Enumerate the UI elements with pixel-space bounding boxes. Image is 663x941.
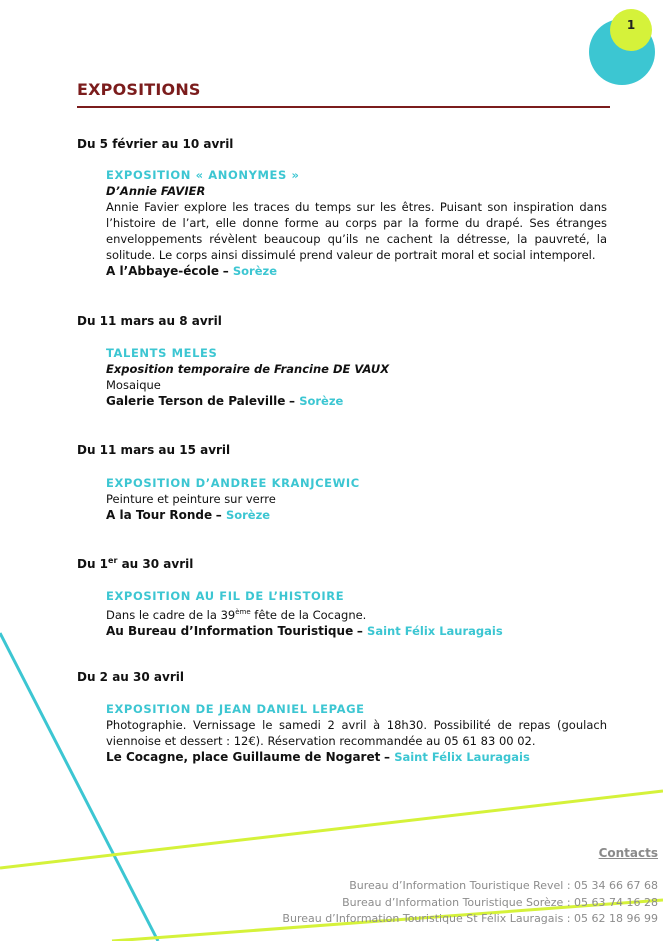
event-location-line: Au Bureau d’Information Touristique – Saint Félix Lauragais [106, 623, 503, 638]
event-5 [106, 701, 607, 765]
event-date: Du 5 février au 10 avril [77, 137, 234, 151]
event-title: EXPOSITION AU FIL DE L’HISTOIRE [106, 589, 345, 603]
event-date: Du 1er au 30 avril [77, 556, 194, 571]
event-description: Dans le cadre de la 39ème fête de la Cocagne. [106, 607, 367, 622]
event-4 [106, 588, 607, 639]
event-date: Du 11 mars au 8 avril [77, 314, 222, 328]
event-title: TALENTS MELES [106, 346, 218, 360]
event-location: Le Cocagne, place Guillaume de Nogaret [106, 750, 381, 764]
event-town: Sorèze [232, 264, 278, 278]
event-1 [106, 167, 607, 279]
event-3 [106, 475, 607, 523]
event-date: Du 2 au 30 avril [77, 670, 184, 684]
page-number: 1 [626, 18, 636, 32]
event-description: Peinture et peinture sur verre [106, 492, 276, 506]
event-location: Galerie Terson de Paleville [106, 394, 286, 408]
contact-line-revel: Bureau d’Information Touristique Revel : 05 34 66 67 68 [349, 879, 658, 892]
event-description: Photographie. Vernissage le samedi 2 avril à 18h30. Possibilité de repas (goulach viennoise et dessert : 12€). Réservation recommandée au 05 61 83 00 02. [106, 718, 607, 748]
page-title: EXPOSITIONS [77, 80, 201, 99]
event-location-line: Galerie Terson de Paleville – Sorèze [106, 394, 344, 408]
event-title: EXPOSITION DE JEAN DANIEL LEPAGE [106, 702, 365, 716]
event-town: Saint Félix Lauragais [367, 623, 503, 638]
event-location: A l’Abbaye-école [106, 264, 220, 278]
event-title: EXPOSITION D’ANDREE KRANJCEWIC [106, 476, 360, 490]
event-description: Annie Favier explore les traces du temps sur les êtres. Puisant son inspiration dans l’histoire de l’art, elle donne forme au corps par la forme du drapé. Ses étranges enveloppements révèlent beaucoup qu’ils ne cachent la détresse, la pauvreté, la solitude. Le corps ainsi dissimulé prend valeur de portrait moral et social intemporel. [106, 200, 607, 262]
event-location-line: A la Tour Ronde – Sorèze [106, 508, 271, 522]
event-town: Sorèze [299, 394, 344, 408]
contact-line-st-felix: Bureau d’Information Touristique St Félix Lauragais : 05 62 18 96 99 [282, 912, 658, 925]
event-location-line: Le Cocagne, place Guillaume de Nogaret – Saint Félix Lauragais [106, 750, 530, 764]
event-description: Mosaique [106, 378, 161, 392]
title-divider [77, 106, 610, 108]
event-town: Saint Félix Lauragais [394, 750, 530, 764]
event-location-line: A l’Abbaye-école – Sorèze [106, 264, 278, 278]
event-town: Sorèze [225, 508, 271, 522]
event-title: EXPOSITION « ANONYMES » [106, 168, 300, 182]
contacts-heading: Contacts [598, 846, 658, 860]
event-subtitle: Exposition temporaire de Francine DE VAUX [106, 362, 390, 376]
event-author: D’Annie FAVIER [106, 184, 206, 198]
event-location: Au Bureau d’Information Touristique [106, 623, 354, 638]
event-date: Du 11 mars au 15 avril [77, 443, 231, 457]
event-location: A la Tour Ronde [106, 508, 213, 522]
event-2 [106, 345, 607, 409]
contact-line-soreze: Bureau d’Information Touristique Sorèze : 05 63 74 16 28 [342, 896, 658, 909]
